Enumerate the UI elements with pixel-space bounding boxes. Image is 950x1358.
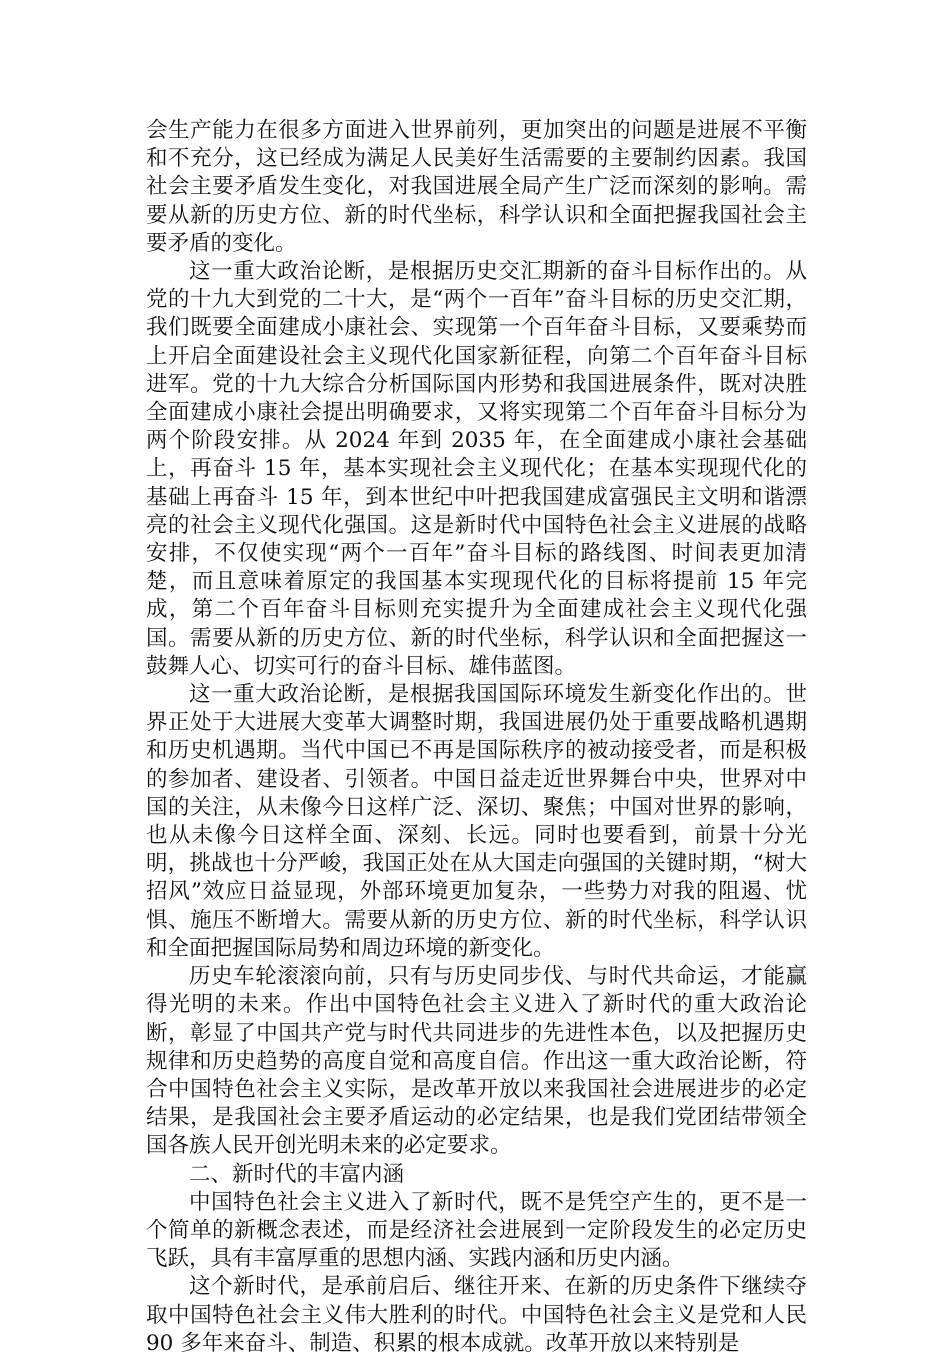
paragraph-new-era-intro: 中国特色社会主义进入了新时代，既不是凭空产生的，更不是一个简单的新概念表述，而是经济社会进展到一定阶段发生的必定历史飞跃，具有丰富厚重的思想内涵、实践内涵和历史内涵。 <box>146 1189 807 1272</box>
section-heading: 二、新时代的丰富内涵 <box>189 1161 405 1187</box>
paragraph-new-era-continuation: 这个新时代，是承前启后、继往开来、在新的历史条件下继续夺取中国特色社会主义伟大胜利的时代。中国特色社会主义是党和人民 90 多年来奋斗、制造、积累的根本成就。改革开放以来特别是 <box>146 1274 807 1356</box>
paragraph-continuation: 会生产能力在很多方面进入世界前列，更加突出的问题是进展不平衡和不充分，这已经成为满足人民美好生活需要的主要制约因素。我国社会主要矛盾发生变化，对我国进展全局产生广泛而深刻的影响。需要从新的历史方位、新的时代坐标，科学认识和全面把握我国社会主要矛盾的变化。 <box>146 118 807 256</box>
paragraph-wheel-of-history: 历史车轮滚滚向前，只有与历史同步伐、与时代共命运，才能赢得光明的未来。作出中国特色社会主义进入了新时代的重大政治论断，彰显了中国共产党与时代共同进步的先进性本色，以及把握历史规律和历史趋势的高度自觉和高度自信。作出这一重大政治论断，符合中国特色社会主义实际，是改革开放以来我国社会进展进步的必定结果，是我国社会主要矛盾运动的必定结果，也是我们党团结带领全国各族人民开创光明未来的必定要求。 <box>146 964 807 1159</box>
document-body <box>146 117 807 1358</box>
paragraph-historical-convergence: 这一重大政治论断，是根据历史交汇期新的奋斗目标作出的。从党的十九大到党的二十大，是“两个一百年”奋斗目标的历史交汇期，我们既要全面建成小康社会、实现第一个百年奋斗目标，又要乘势而上开启全面建设社会主义现代化国家新征程，向第二个百年奋斗目标进军。党的十九大综合分析国际国内形势和我国进展条件，既对决胜全面建成小康社会提出明确要求，又将实现第二个百年奋斗目标分为两个阶段安排。从 2024 年到 2035 年，在全面建成小康社会基础上，再奋斗 15 年，基本实现社会主义现代化；在基本实现现代化的基础上再奋斗 15 年，到本世纪中叶把我国建成富强民主文明和谐漂亮的社会主义现代化强国。这是新时代中国特色社会主义进展的战略安排，不仅使实现“两个一百年”奋斗目标的路线图、时间表更加清楚，而且意味着原定的我国基本实现现代化的目标将提前 15 年完成，第二个百年奋斗目标则充实提升为全面建成社会主义现代化强国。需要从新的历史方位、新的时代坐标，科学认识和全面把握这一鼓舞人心、切实可行的奋斗目标、雄伟蓝图。 <box>146 259 807 679</box>
paragraph-international-environment: 这一重大政治论断，是根据我国国际环境发生新变化作出的。世界正处于大进展大变革大调整时期，我国进展仍处于重要战略机遇期和历史机遇期。当代中国已不再是国际秩序的被动接受者，而是积极的参加者、建设者、引领者。中国日益走近世界舞台中央，世界对中国的关注，从未像今日这样广泛、深切、聚焦；中国对世界的影响，也从未像今日这样全面、深刻、长远。同时也要看到，前景十分光明，挑战也十分严峻，我国正处在从大国走向强国的关键时期，“树大招风”效应日益显现，外部环境更加复杂，一些势力对我的阻遏、忧惧、施压不断增大。需要从新的历史方位、新的时代坐标，科学认识和全面把握国际局势和周边环境的新变化。 <box>146 682 807 961</box>
